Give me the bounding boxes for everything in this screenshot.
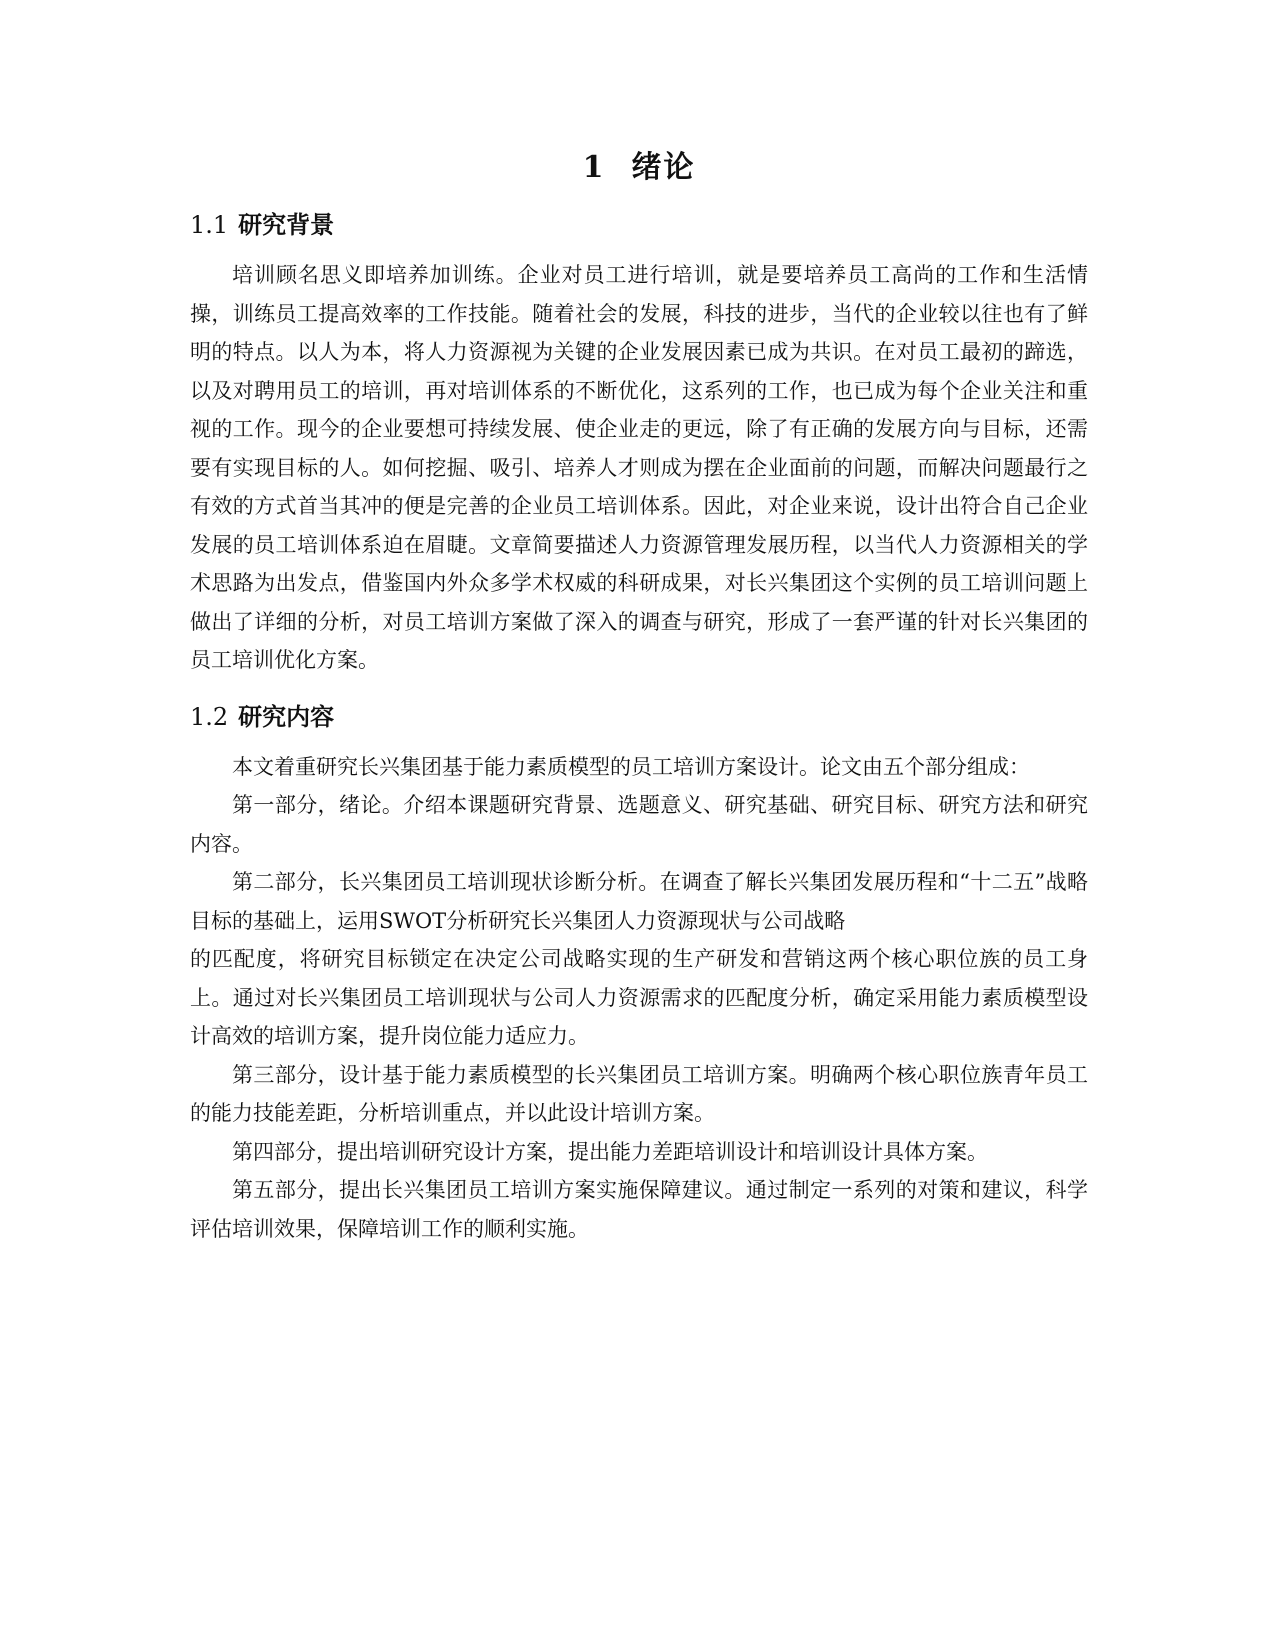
- section-title-text: 研究背景: [238, 210, 335, 239]
- paragraph: 的匹配度，将研究目标锁定在决定公司战略实现的生产研发和营销这两个核心职位族的员工身上。通过对长兴集团员工培训现状与公司人力资源需求的匹配度分析，确定采用能力素质模型设计高效的培训方案，提升岗位能力适应力。: [190, 947, 1088, 1048]
- paragraph: 第三部分，设计基于能力素质模型的长兴集团员工培训方案。明确两个核心职位族青年员工的能力技能差距，分析培训重点，并以此设计培训方案。: [190, 1062, 1088, 1125]
- paragraph: 第五部分，提出长兴集团员工培训方案实施保障建议。通过制定一系列的对策和建议，科学评估培训效果，保障培训工作的顺利实施。: [190, 1178, 1088, 1241]
- chapter-number: 1: [582, 150, 606, 185]
- section-heading-content: [190, 700, 1088, 734]
- paragraph: 第二部分，长兴集团员工培训现状诊断分析。在调查了解长兴集团发展历程和“十二五”战略目标的基础上，运用SWOT分析研究长兴集团人力资源现状与公司战略: [190, 870, 1088, 933]
- section-title-text: 研究内容: [238, 701, 335, 731]
- section-number: 1.2: [190, 702, 229, 731]
- page-content: [190, 148, 1088, 1248]
- paragraph: 第一部分，绪论。介绍本课题研究背景、选题意义、研究基础、研究目标、研究方法和研究内容。: [190, 793, 1088, 856]
- chapter-title-text: 绪论: [631, 150, 696, 185]
- paragraph: 第四部分，提出培训研究设计方案，提出能力差距培训设计和培训设计具体方案。: [232, 1139, 988, 1164]
- section-heading-background: [190, 208, 1088, 242]
- section-number: 1.1: [190, 211, 229, 239]
- paragraph: 培训顾名思义即培养加训练。企业对员工进行培训，就是要培养员工高尚的工作和生活情操，训练员工提高效率的工作技能。随着社会的发展，科技的进步，当代的企业较以往也有了鲜明的特点。以人为本，将人力资源视为关键的企业发展因素已成为共识。在对员工最初的蹄选，以及对聘用员工的培训，再对培训体系的不断优化，这系列的工作，也已成为每个企业关注和重视的工作。现今的企业要想可持续发展、使企业走的更远，除了有正确的发展方向与目标，还需要有实现目标的人。如何挖掘、吸引、培养人才则成为摆在企业面前的问题，而解决问题最行之有效的方式首当其冲的便是完善的企业员工培训体系。因此，对企业来说，设计出符合自己企业发展的员工培训体系迫在眉睫。文章简要描述人力资源管理发展历程，以当代人力资源相关的学术思路为出发点，借鉴国内外众多学术权威的科研成果，对长兴集团这个实例的员工培训问题上做出了详细的分析，对员工培训方案做了深入的调查与研究，形成了一套严谨的针对长兴集团的员工培训优化方案。: [190, 263, 1088, 672]
- chapter-title: [190, 148, 1088, 188]
- paragraph: 本文着重研究长兴集团基于能力素质模型的员工培训方案设计。论文由五个部分组成：: [232, 754, 1030, 779]
